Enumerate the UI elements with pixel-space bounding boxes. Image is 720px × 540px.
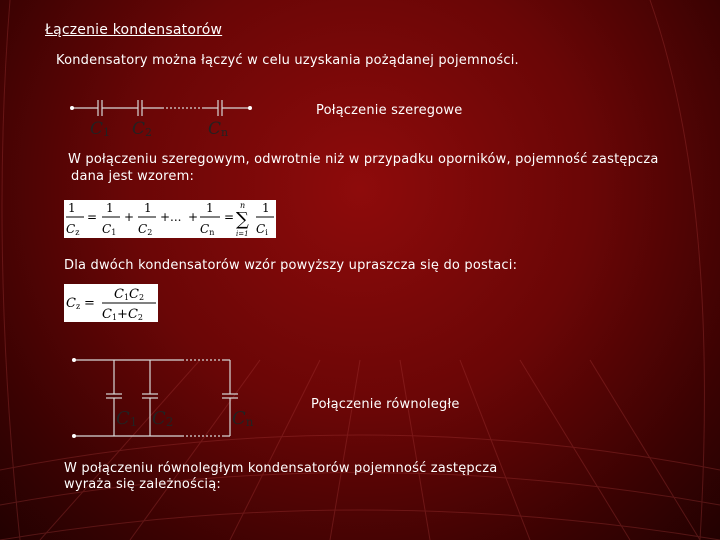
svg-text:C2: C2 bbox=[132, 119, 153, 139]
svg-text:1: 1 bbox=[68, 201, 76, 215]
svg-text:Ci: Ci bbox=[256, 222, 268, 237]
parallel-connection-label: Połączenie równoległe bbox=[311, 397, 460, 412]
svg-text:=: = bbox=[87, 210, 98, 224]
parallel-description-line2: wyraża się zależnością: bbox=[64, 477, 221, 492]
svg-text:n: n bbox=[240, 201, 246, 210]
svg-text:i=1: i=1 bbox=[236, 230, 249, 238]
parallel-description-line1: W połączeniu równoległym kondensatorów pojemność zastępcza bbox=[64, 461, 498, 476]
svg-text:Cz: Cz bbox=[66, 296, 81, 311]
svg-text:1: 1 bbox=[106, 201, 114, 215]
svg-text:Cn: Cn bbox=[232, 408, 254, 429]
series-cn-label: C bbox=[208, 119, 222, 139]
svg-text:1: 1 bbox=[262, 201, 270, 215]
svg-text:C1C2: C1C2 bbox=[114, 287, 145, 302]
series-c1-label: C bbox=[90, 119, 104, 139]
svg-text:C1+C2: C1+C2 bbox=[102, 307, 143, 322]
svg-text:+: + bbox=[160, 210, 171, 224]
svg-text:C1: C1 bbox=[116, 408, 138, 429]
svg-text:+: + bbox=[124, 210, 135, 224]
series-circuit-diagram bbox=[62, 92, 262, 142]
parallel-c2-label: C bbox=[152, 408, 166, 429]
svg-text:∑: ∑ bbox=[236, 209, 249, 230]
svg-text:1: 1 bbox=[144, 201, 152, 215]
series-c2-label: C bbox=[132, 119, 146, 139]
parallel-cn-label: C bbox=[232, 408, 246, 429]
svg-text:=: = bbox=[224, 210, 235, 224]
svg-text:Cn: Cn bbox=[200, 222, 215, 237]
series-description-line1: W połączeniu szeregowym, odwrotnie niż w przypadku oporników, pojemność zastępcza bbox=[68, 152, 659, 167]
slide-title: Łączenie kondensatorów bbox=[45, 22, 223, 38]
series-formula bbox=[64, 200, 276, 238]
series-connection-label: Połączenie szeregowe bbox=[316, 103, 463, 118]
parallel-c1-label: C bbox=[116, 408, 130, 429]
svg-text:C1: C1 bbox=[90, 119, 111, 139]
svg-text:Cz: Cz bbox=[66, 222, 80, 237]
svg-text:...: ... bbox=[170, 210, 182, 224]
svg-text:C2: C2 bbox=[138, 222, 153, 237]
svg-text:+: + bbox=[188, 210, 199, 224]
svg-text:Cn: Cn bbox=[208, 119, 229, 139]
two-capacitors-text: Dla dwóch kondensatorów wzór powyższy upraszcza się do postaci: bbox=[64, 258, 518, 273]
series-description-line2: dana jest wzorem: bbox=[71, 169, 195, 184]
svg-text:C2: C2 bbox=[152, 408, 174, 429]
svg-text:=: = bbox=[84, 296, 95, 311]
intro-text: Kondensatory można łączyć w celu uzyskania pożądanej pojemności. bbox=[56, 53, 519, 68]
svg-text:1: 1 bbox=[206, 201, 214, 215]
parallel-circuit-diagram bbox=[62, 350, 272, 442]
svg-text:C1: C1 bbox=[102, 222, 117, 237]
two-capacitor-formula bbox=[64, 284, 158, 322]
